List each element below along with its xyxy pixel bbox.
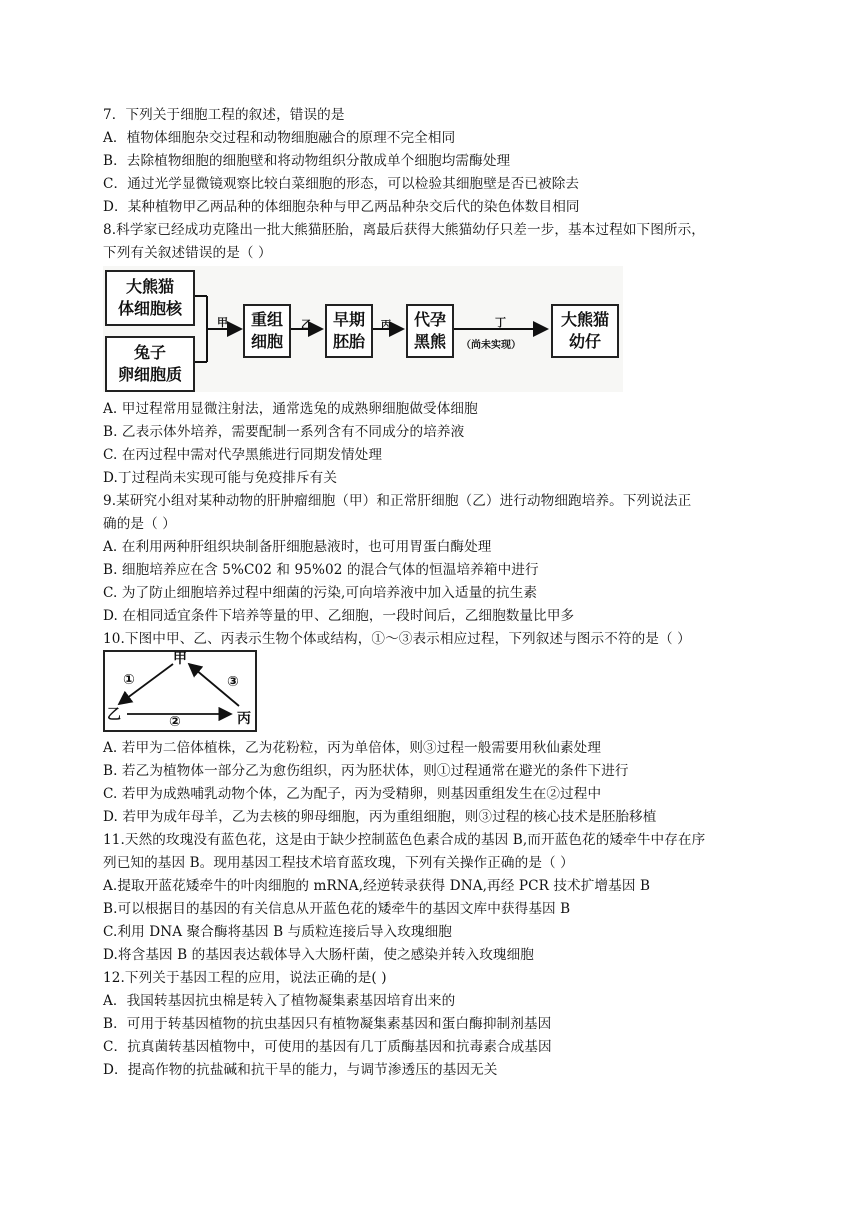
q11-option-d: D.将含基因 B 的基因表达载体导入大肠杆菌，使之感染并转入玫瑰细胞 — [103, 947, 534, 963]
box-rabbit-egg-cytoplasm — [105, 336, 195, 392]
q10-option-b: B. 若乙为植物体一部分乙为愈伤组织，丙为胚状体，则①过程通常在避光的条件下进行 — [103, 763, 629, 779]
box1-line2: 体细胞核 — [117, 299, 182, 318]
box-early-embryo — [325, 304, 373, 358]
q7-option-d: D．某种植物甲乙两品种的体细胞杂种与甲乙两品种杂交后代的染色体数目相同 — [103, 199, 580, 215]
box2-line2: 卵细胞质 — [117, 365, 182, 384]
q10-stem: 10.下图中甲、乙、丙表示生物个体或结构，①～③表示相应过程，下列叙述与图示不符的是（ ） — [103, 631, 691, 647]
q11-stem-line2: 列已知的基因 B。现用基因工程技术培育蓝玫瑰，下列有关操作正确的是（ ） — [103, 855, 574, 871]
node-jia: 甲 — [173, 651, 187, 667]
q9-option-d: D. 在相同适宜条件下培养等量的甲、乙细胞，一段时间后，乙细胞数量比甲多 — [103, 608, 575, 624]
box3-line2: 细胞 — [250, 332, 283, 351]
q11-option-a: A.提取开蓝花矮牵牛的叶肉细胞的 mRNA,经逆转录获得 DNA,再经 PCR 技术扩增基因 B — [103, 878, 651, 894]
box5-line1: 代孕 — [413, 310, 446, 329]
box2-line1: 兔子 — [133, 343, 166, 362]
q8-option-b: B. 乙表示体外培养，需要配制一系列含有不同成分的培养液 — [103, 424, 465, 440]
triangle-process-diagram — [103, 650, 257, 732]
box-panda-nucleus — [105, 270, 195, 326]
process-3-label: ③ — [227, 674, 239, 690]
arrow-label-bing: 丙 — [381, 320, 391, 331]
q8-option-c: C. 在丙过程中需对代孕黑熊进行同期发情处理 — [103, 447, 383, 463]
box4-line2: 胚胎 — [332, 332, 365, 351]
q8-stem-line2: 下列有关叙述错误的是（ ） — [103, 245, 272, 261]
arrow-label-yi: 乙 — [301, 318, 312, 331]
q11-option-b: B.可以根据目的基因的有关信息从开蓝色花的矮牵牛的基因文库中获得基因 B — [103, 901, 571, 917]
q9-option-b: B. 细胞培养应在含 5%C02 和 95%02 的混合气体的恒温培养箱中进行 — [103, 562, 539, 578]
box6-line1: 大熊猫 — [560, 310, 609, 329]
q12-option-d: D．提高作物的抗盐碱和抗干旱的能力，与调节渗透压的基因无关 — [103, 1062, 498, 1078]
q10-option-d: D. 若甲为成年母羊，乙为去核的卵母细胞，丙为重组细胞，则③过程的核心技术是胚胎移植 — [103, 809, 657, 825]
box-panda-cub — [551, 304, 619, 358]
not-yet-achieved-label: （尚未实现） — [461, 340, 521, 351]
q8-option-d: D.丁过程尚未实现可能与免疫排斥有关 — [103, 470, 338, 486]
arrow-label-jia: 甲 — [217, 316, 228, 329]
box6-line2: 幼仔 — [568, 332, 601, 351]
q8-option-a: A. 甲过程常用显微注射法，通常选兔的成熟卵细胞做受体细胞 — [103, 401, 478, 417]
q7-option-b: B．去除植物细胞的细胞壁和将动物组织分散成单个细胞均需酶处理 — [103, 153, 511, 169]
box3-line1: 重组 — [250, 310, 283, 329]
q9-stem-line2: 确的是（ ） — [103, 516, 176, 532]
box-surrogate-black-bear — [406, 304, 454, 358]
q12-option-b: B．可用于转基因植物的抗虫基因只有植物凝集素基因和蛋白酶抑制剂基因 — [103, 1016, 552, 1032]
node-yi: 乙 — [107, 707, 121, 723]
q7-option-c: C．通过光学显微镜观察比较白菜细胞的形态，可以检验其细胞壁是否已被除去 — [103, 176, 580, 192]
panda-cloning-flow-diagram — [103, 266, 623, 392]
arrow-label-ding: 丁 — [495, 316, 506, 329]
node-bing: 丙 — [237, 711, 251, 727]
q8-stem-line1: 8.科学家已经成功克隆出一批大熊猫胚胎，离最后获得大熊猫幼仔只差一步，基本过程如下图所示， — [103, 222, 705, 238]
q12-option-c: C．抗真菌转基因植物中，可使用的基因有几丁质酶基因和抗毒素合成基因 — [103, 1039, 552, 1055]
q9-option-a: A. 在利用两种肝组织块制备肝细胞悬液时，也可用胃蛋白酶处理 — [103, 539, 492, 555]
q11-option-c: C.利用 DNA 聚合酶将基因 B 与质粒连接后导入玫瑰细胞 — [103, 924, 452, 940]
q7-option-a: A．植物体细胞杂交过程和动物细胞融合的原理不完全相同 — [103, 130, 456, 146]
process-2-label: ② — [169, 714, 181, 730]
q10-option-a: A. 若甲为二倍体植株，乙为花粉粒，丙为单倍体，则③过程一般需要用秋仙素处理 — [103, 740, 602, 756]
q9-stem-line1: 9.某研究小组对某种动物的肝肿瘤细胞（甲）和正常肝细胞（乙）进行动物细跑培养。下列说法正 — [103, 493, 692, 509]
q11-stem-line1: 11.天然的玫瑰没有蓝色花，这是由于缺少控制蓝色色素合成的基因 B,而开蓝色花的矮牵牛中存在序 — [103, 832, 706, 848]
q12-option-a: A．我国转基因抗虫棉是转入了植物凝集素基因培育出来的 — [103, 993, 456, 1009]
box1-line1: 大熊猫 — [125, 277, 174, 296]
box5-line2: 黑熊 — [413, 332, 446, 351]
process-1-label: ① — [123, 672, 135, 688]
q9-option-c: C. 为了防止细胞培养过程中细菌的污染,可向培养液中加入适量的抗生素 — [103, 585, 538, 601]
q12-stem: 12.下列关于基因工程的应用，说法正确的是( ) — [103, 970, 387, 986]
box4-line1: 早期 — [332, 310, 365, 329]
q7-stem: 7．下列关于细胞工程的叙述，错误的是 — [103, 107, 345, 123]
q10-option-c: C. 若甲为成熟哺乳动物个体，乙为配子，丙为受精卵，则基因重组发生在②过程中 — [103, 786, 602, 802]
box-recombinant-cell — [243, 304, 291, 358]
